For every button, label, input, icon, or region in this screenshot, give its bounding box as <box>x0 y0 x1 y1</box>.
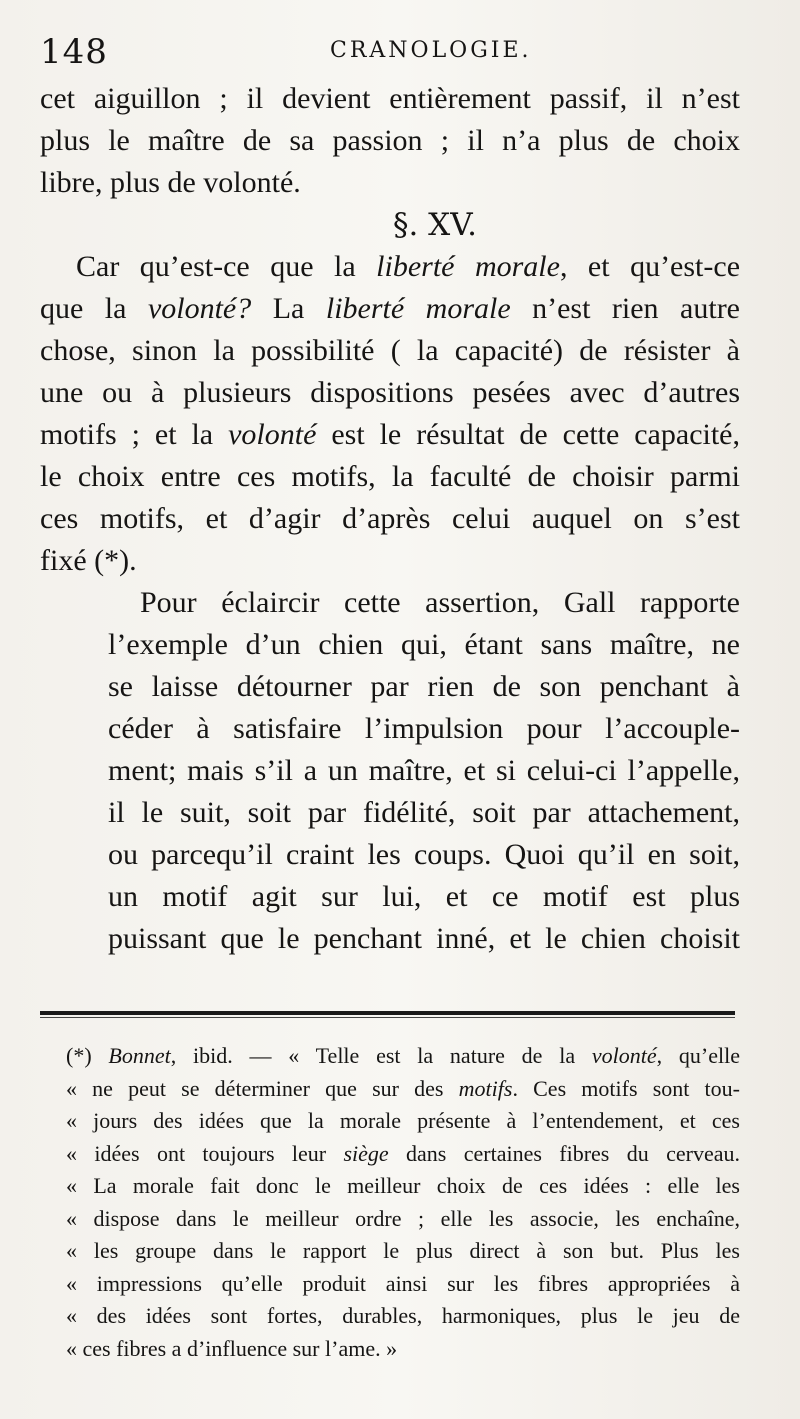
text-line: chose, sinon la possibilité ( la capacité) de résister à <box>40 334 740 367</box>
footnote <box>40 1040 740 1365</box>
text-line: un motif agit sur lui, et ce motif est plus <box>108 880 740 913</box>
text-line: libre, plus de volonté. <box>40 166 301 199</box>
text-line: Car qu’est-ce que la liberté morale, et qu’est-ce <box>76 250 741 283</box>
italic-phrase: volonté <box>228 418 317 451</box>
text-line: puissant que le penchant inné, et le chien choisit <box>108 922 740 955</box>
text-line: ces motifs, et d’agir d’après celui auquel on s’est <box>40 502 740 535</box>
text-line: une ou à plusieurs dispositions pesées avec d’autres <box>40 376 740 409</box>
text-line: ment; mais s’il a un maître, et si celui-ci l’appelle, <box>108 754 740 787</box>
footnote-line: « jours des idées que la morale présente à l’entendement, et ces <box>66 1108 740 1133</box>
text-line: fixé (*). <box>40 544 137 577</box>
text-line: plus le maître de sa passion ; il n’a plus de choix <box>40 124 740 157</box>
text-line: ou parcequ’il craint les coups. Quoi qu’il en soit, <box>108 838 740 871</box>
text-line: cet aiguillon ; il devient entièrement passif, il n’est <box>40 82 740 115</box>
italic-phrase: siège <box>343 1140 389 1166</box>
italic-phrase: volonté <box>591 1043 657 1068</box>
footnote-line: (*) Bonnet, ibid. — « Telle est la nature de la volonté, qu’elle <box>66 1043 740 1068</box>
footnote-divider-thin <box>40 1017 735 1018</box>
text-line: le choix entre ces motifs, la faculté de choisir parmi <box>40 460 740 493</box>
text-line: se laisse détourner par rien de son penchant à <box>108 670 740 703</box>
italic-phrase: liberté morale <box>376 250 560 283</box>
footnote-line: « des idées sont fortes, durables, harmoniques, plus le jeu de <box>66 1303 740 1328</box>
footnote-divider <box>40 1011 735 1015</box>
section-title: §. XV. <box>392 207 478 243</box>
body-text <box>40 78 740 960</box>
footnote-line: « La morale fait donc le meilleur choix de ces idées : elle les <box>66 1173 740 1198</box>
text-line: motifs ; et la volonté est le résultat de cette capacité, <box>40 418 740 451</box>
footnote-line: « ces fibres a d’influence sur l’ame. » <box>66 1335 398 1361</box>
footnote-line: « impressions qu’elle produit ainsi sur les fibres appropriées à <box>66 1270 740 1296</box>
text-line: il le suit, soit par fidélité, soit par attachement, <box>108 796 740 829</box>
indented-paragraph <box>108 582 740 960</box>
page-header <box>40 32 740 72</box>
text-line: céder à satisfaire l’impulsion pour l’accouple- <box>108 712 740 745</box>
text-line: Pour éclaircir cette assertion, Gall rapporte <box>140 586 740 619</box>
text-line: que la volonté? La liberté morale n’est rien autre <box>40 292 740 325</box>
italic-phrase: Bonnet <box>108 1043 171 1068</box>
footnote-line: « ne peut se déterminer que sur des motifs. Ces motifs sont tou- <box>66 1075 740 1101</box>
page-number: 148 <box>40 32 108 72</box>
text-line: l’exemple d’un chien qui, étant sans maître, ne <box>108 628 740 661</box>
footnote-line: « idées ont toujours leur siège dans certaines fibres du cerveau. <box>66 1140 740 1166</box>
footnote-line: « les groupe dans le rapport le plus direct à son but. Plus les <box>66 1238 740 1263</box>
italic-phrase: volonté? <box>147 292 252 325</box>
italic-phrase: liberté morale <box>325 292 511 325</box>
footnote-line: « dispose dans le meilleur ordre ; elle les associe, les enchaîne, <box>66 1205 740 1231</box>
italic-phrase: motifs <box>458 1075 513 1101</box>
running-head: CRANOLOGIE. <box>330 38 532 63</box>
